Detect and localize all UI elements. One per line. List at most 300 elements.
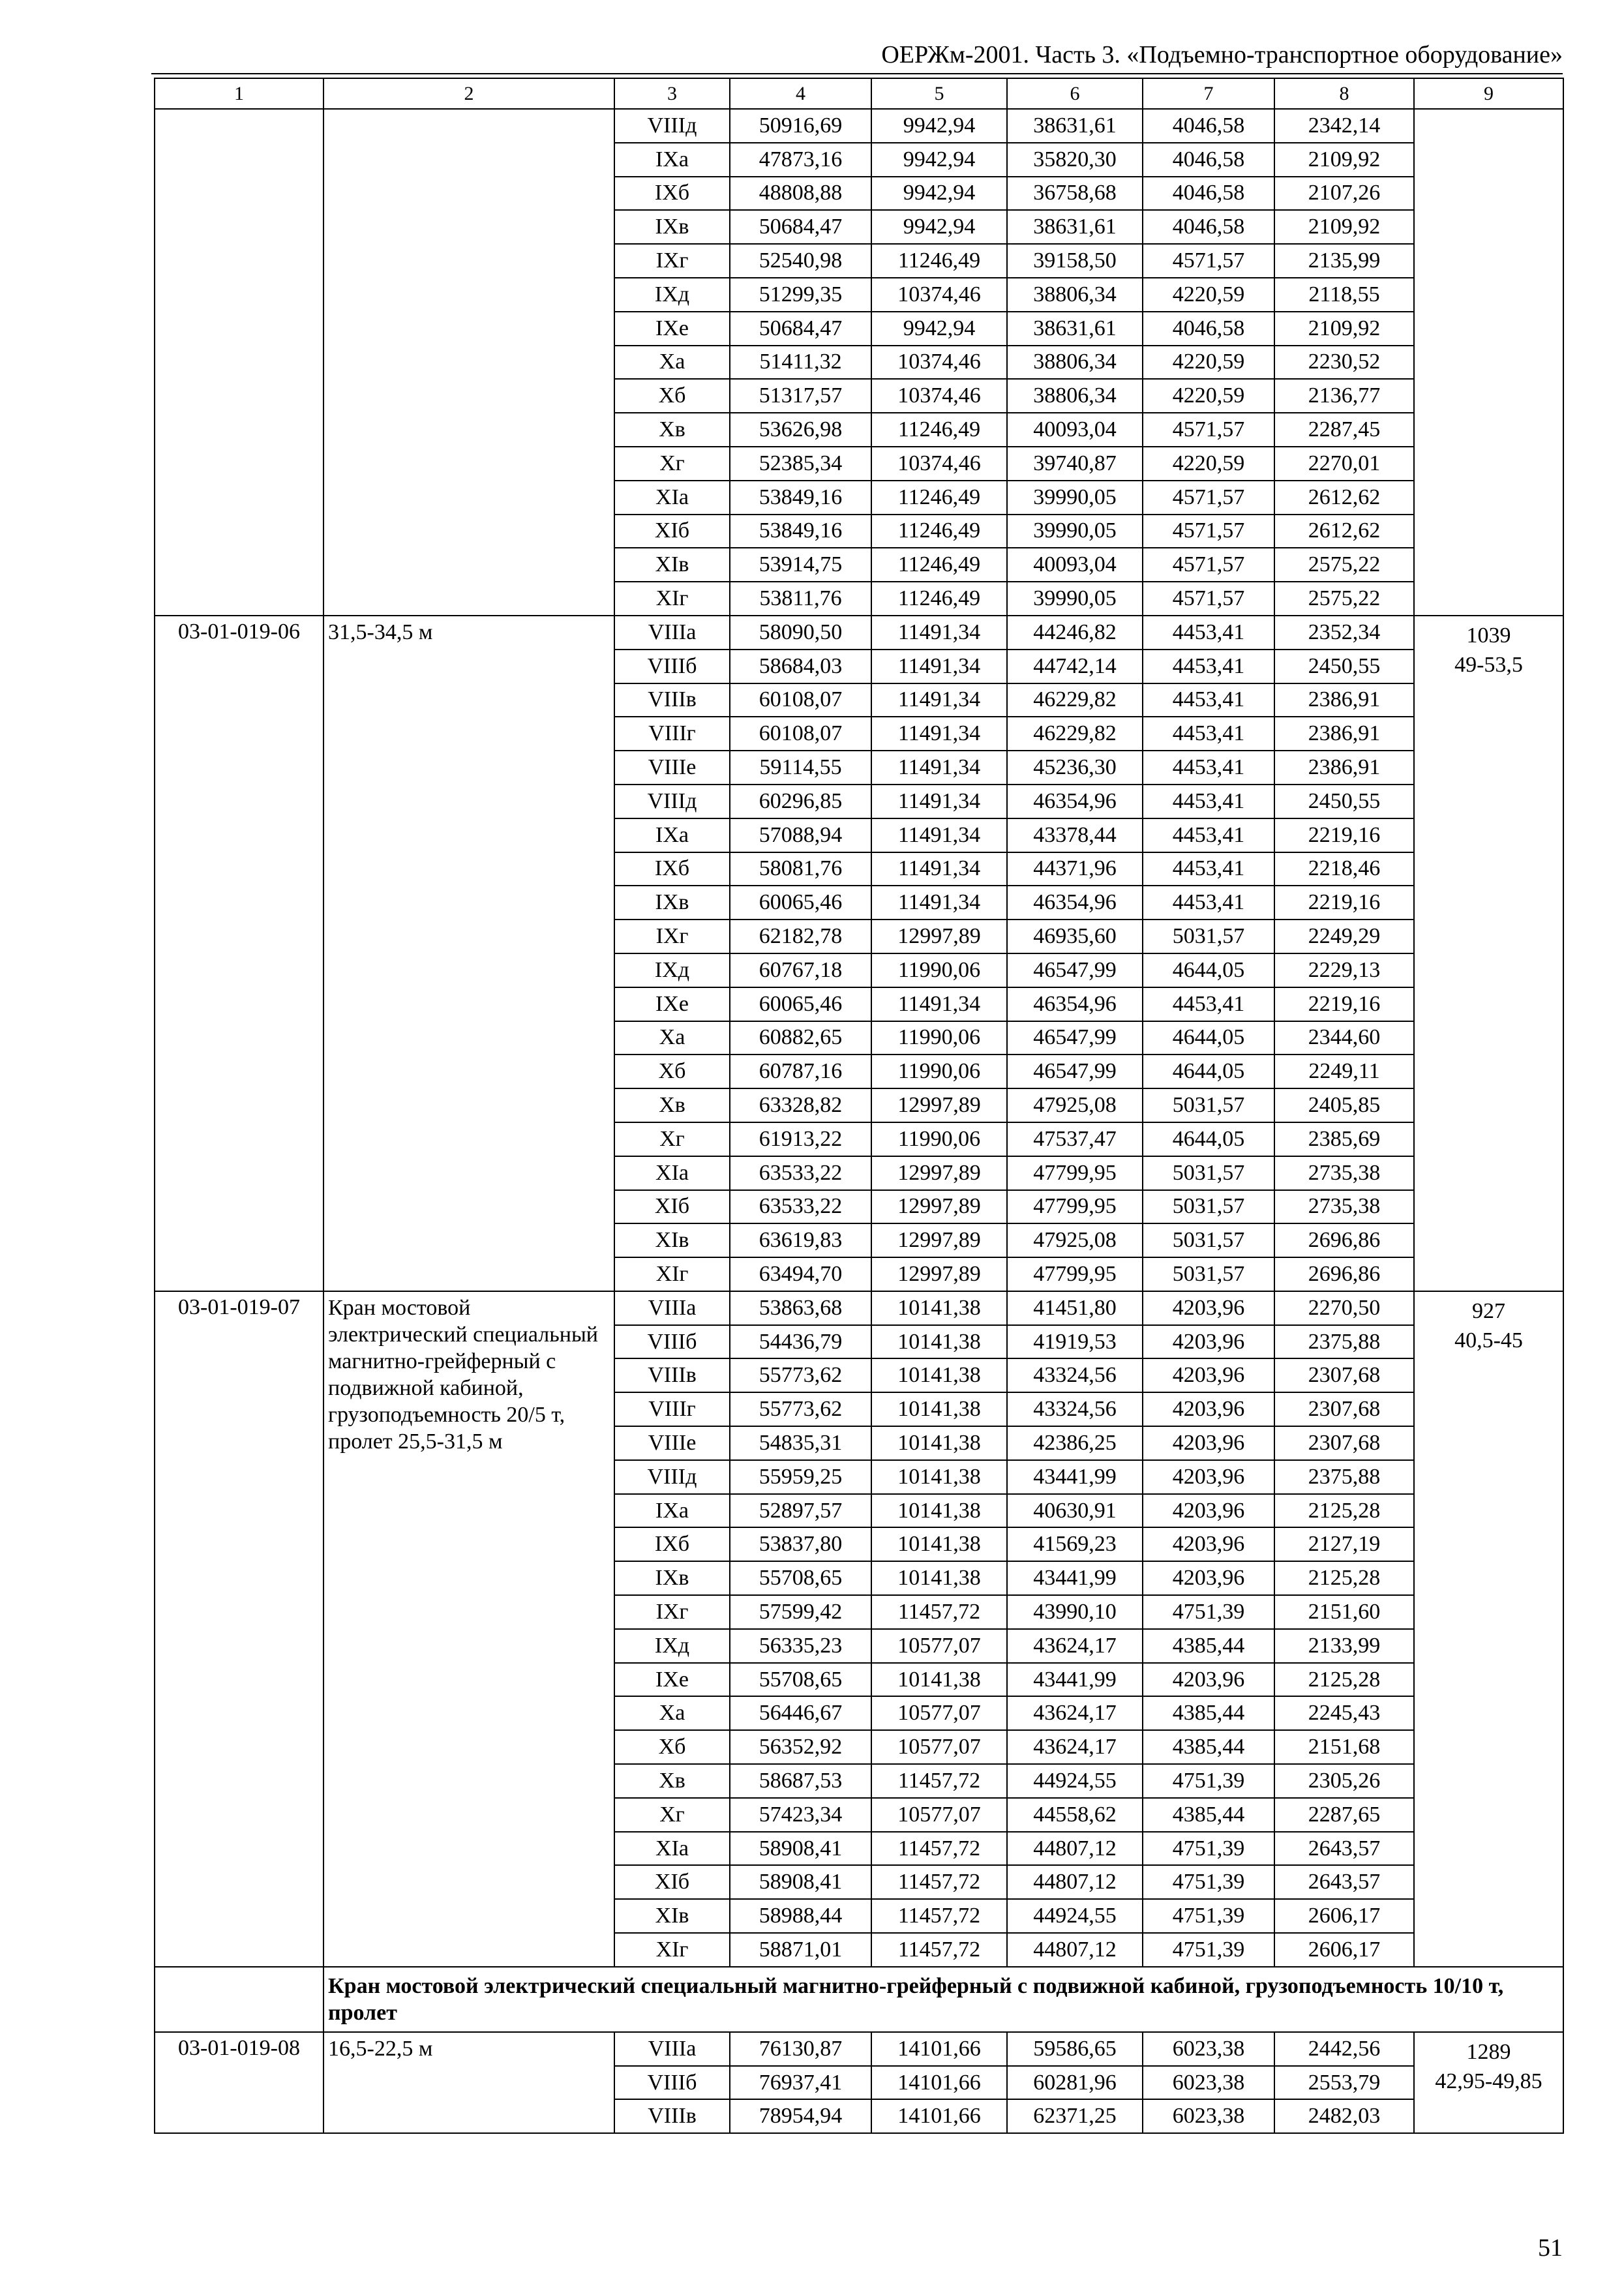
- value-cell: 11457,72: [871, 1764, 1007, 1798]
- value-cell: 44742,14: [1007, 650, 1143, 683]
- value-cell: 60296,85: [730, 785, 871, 818]
- value-cell: 2219,16: [1274, 818, 1414, 852]
- value-cell: 4571,57: [1143, 582, 1274, 616]
- value-cell: 2107,26: [1274, 177, 1414, 211]
- name-cell: [323, 109, 614, 616]
- value-cell: 60108,07: [730, 683, 871, 717]
- class-cell: VIIIе: [614, 751, 730, 785]
- value-cell: 60065,46: [730, 987, 871, 1021]
- class-cell: VIIIд: [614, 109, 730, 143]
- value-cell: 47799,95: [1007, 1257, 1143, 1291]
- class-cell: IXб: [614, 177, 730, 211]
- class-cell: VIIIд: [614, 1460, 730, 1494]
- value-cell: 47873,16: [730, 143, 871, 177]
- value-cell: 51411,32: [730, 346, 871, 380]
- value-cell: 51317,57: [730, 379, 871, 413]
- weight-cell: [1414, 1291, 1563, 1967]
- value-cell: 4571,57: [1143, 244, 1274, 278]
- value-cell: 11491,34: [871, 650, 1007, 683]
- column-numbers-row: [155, 78, 1563, 109]
- value-cell: 44558,62: [1007, 1798, 1143, 1832]
- empty-cell: [155, 1967, 323, 2032]
- value-cell: 12997,89: [871, 1257, 1007, 1291]
- value-cell: 2219,16: [1274, 987, 1414, 1021]
- value-cell: 35820,30: [1007, 143, 1143, 177]
- column-number: 7: [1143, 78, 1274, 109]
- value-cell: 60281,96: [1007, 2066, 1143, 2100]
- value-cell: 44807,12: [1007, 1832, 1143, 1866]
- value-cell: 2136,77: [1274, 379, 1414, 413]
- value-cell: 2344,60: [1274, 1021, 1414, 1055]
- value-cell: 46354,96: [1007, 886, 1143, 920]
- value-cell: 43990,10: [1007, 1595, 1143, 1629]
- table-row: [155, 109, 1563, 143]
- value-cell: 48808,88: [730, 177, 871, 211]
- value-cell: 4453,41: [1143, 751, 1274, 785]
- value-cell: 10141,38: [871, 1392, 1007, 1426]
- value-cell: 58684,03: [730, 650, 871, 683]
- value-cell: 4751,39: [1143, 1899, 1274, 1933]
- value-cell: 2386,91: [1274, 717, 1414, 751]
- class-cell: Xв: [614, 1764, 730, 1798]
- value-cell: 2109,92: [1274, 143, 1414, 177]
- value-cell: 11990,06: [871, 1122, 1007, 1156]
- value-cell: 60108,07: [730, 717, 871, 751]
- value-cell: 11990,06: [871, 1021, 1007, 1055]
- value-cell: 2735,38: [1274, 1156, 1414, 1190]
- rates-table: [154, 78, 1564, 2134]
- class-cell: XIг: [614, 582, 730, 616]
- value-cell: 58687,53: [730, 1764, 871, 1798]
- class-cell: Xб: [614, 1730, 730, 1764]
- value-cell: 4571,57: [1143, 515, 1274, 548]
- value-cell: 4046,58: [1143, 177, 1274, 211]
- class-cell: XIв: [614, 1223, 730, 1257]
- class-cell: IXе: [614, 312, 730, 346]
- code-cell: 03-01-019-08: [155, 2032, 323, 2133]
- class-cell: IXе: [614, 987, 730, 1021]
- value-cell: 62182,78: [730, 920, 871, 953]
- value-cell: 5031,57: [1143, 1088, 1274, 1122]
- value-cell: 2229,13: [1274, 953, 1414, 987]
- class-cell: IXв: [614, 1561, 730, 1595]
- value-cell: 60787,16: [730, 1055, 871, 1088]
- value-cell: 14101,66: [871, 2066, 1007, 2100]
- value-cell: 43324,56: [1007, 1392, 1143, 1426]
- value-cell: 6023,38: [1143, 2032, 1274, 2066]
- mass-value: 1039: [1466, 623, 1511, 648]
- class-cell: Xб: [614, 379, 730, 413]
- column-number: 5: [871, 78, 1007, 109]
- value-cell: 39990,05: [1007, 481, 1143, 515]
- table-row: [155, 616, 1563, 650]
- value-cell: 46229,82: [1007, 683, 1143, 717]
- value-cell: 4644,05: [1143, 953, 1274, 987]
- value-cell: 4751,39: [1143, 1764, 1274, 1798]
- class-cell: IXе: [614, 1663, 730, 1697]
- value-cell: 4220,59: [1143, 447, 1274, 481]
- value-cell: 2118,55: [1274, 278, 1414, 312]
- name-cell: 16,5-22,5 м: [323, 2032, 614, 2133]
- value-cell: 11246,49: [871, 481, 1007, 515]
- value-cell: 10374,46: [871, 447, 1007, 481]
- value-cell: 43441,99: [1007, 1460, 1143, 1494]
- value-cell: 63533,22: [730, 1190, 871, 1224]
- value-cell: 11457,72: [871, 1899, 1007, 1933]
- value-cell: 40093,04: [1007, 548, 1143, 582]
- value-cell: 4203,96: [1143, 1494, 1274, 1528]
- class-cell: Xа: [614, 1021, 730, 1055]
- value-cell: 43441,99: [1007, 1663, 1143, 1697]
- value-cell: 2612,62: [1274, 515, 1414, 548]
- value-cell: 55773,62: [730, 1392, 871, 1426]
- value-cell: 53849,16: [730, 515, 871, 548]
- value-cell: 9942,94: [871, 210, 1007, 244]
- value-cell: 62371,25: [1007, 2099, 1143, 2133]
- value-cell: 4453,41: [1143, 683, 1274, 717]
- value-cell: 2125,28: [1274, 1663, 1414, 1697]
- value-cell: 11491,34: [871, 987, 1007, 1021]
- value-cell: 11491,34: [871, 751, 1007, 785]
- value-cell: 2385,69: [1274, 1122, 1414, 1156]
- value-cell: 2287,45: [1274, 413, 1414, 447]
- value-cell: 45236,30: [1007, 751, 1143, 785]
- value-cell: 2109,92: [1274, 312, 1414, 346]
- value-cell: 2450,55: [1274, 650, 1414, 683]
- value-cell: 11491,34: [871, 818, 1007, 852]
- value-cell: 44924,55: [1007, 1899, 1143, 1933]
- value-cell: 10141,38: [871, 1561, 1007, 1595]
- value-cell: 4453,41: [1143, 717, 1274, 751]
- value-cell: 4571,57: [1143, 413, 1274, 447]
- value-cell: 12997,89: [871, 920, 1007, 953]
- value-cell: 11246,49: [871, 548, 1007, 582]
- value-cell: 57423,34: [730, 1798, 871, 1832]
- value-cell: 56335,23: [730, 1629, 871, 1663]
- value-cell: 63494,70: [730, 1257, 871, 1291]
- value-cell: 2643,57: [1274, 1832, 1414, 1866]
- value-cell: 10141,38: [871, 1358, 1007, 1392]
- class-cell: XIг: [614, 1933, 730, 1967]
- class-cell: VIIIа: [614, 616, 730, 650]
- class-cell: IXд: [614, 953, 730, 987]
- value-cell: 2270,50: [1274, 1291, 1414, 1325]
- value-cell: 58908,41: [730, 1832, 871, 1866]
- class-cell: IXа: [614, 1494, 730, 1528]
- value-cell: 4203,96: [1143, 1291, 1274, 1325]
- value-cell: 44246,82: [1007, 616, 1143, 650]
- value-cell: 11491,34: [871, 886, 1007, 920]
- value-cell: 2219,16: [1274, 886, 1414, 920]
- class-cell: XIб: [614, 1865, 730, 1899]
- value-cell: 4385,44: [1143, 1730, 1274, 1764]
- value-cell: 44371,96: [1007, 852, 1143, 886]
- value-cell: 12997,89: [871, 1088, 1007, 1122]
- value-cell: 58988,44: [730, 1899, 871, 1933]
- value-cell: 2249,29: [1274, 920, 1414, 953]
- value-cell: 11457,72: [871, 1933, 1007, 1967]
- class-cell: XIв: [614, 548, 730, 582]
- class-cell: XIв: [614, 1899, 730, 1933]
- class-cell: IXа: [614, 818, 730, 852]
- value-cell: 41919,53: [1007, 1325, 1143, 1359]
- value-cell: 5031,57: [1143, 1257, 1274, 1291]
- column-number: 2: [323, 78, 614, 109]
- value-cell: 10141,38: [871, 1460, 1007, 1494]
- value-cell: 2342,14: [1274, 109, 1414, 143]
- value-cell: 10141,38: [871, 1325, 1007, 1359]
- value-cell: 14101,66: [871, 2032, 1007, 2066]
- value-cell: 10374,46: [871, 346, 1007, 380]
- value-cell: 43324,56: [1007, 1358, 1143, 1392]
- value-cell: 2612,62: [1274, 481, 1414, 515]
- value-cell: 4046,58: [1143, 109, 1274, 143]
- value-cell: 4453,41: [1143, 886, 1274, 920]
- value-cell: 10141,38: [871, 1663, 1007, 1697]
- value-cell: 58081,76: [730, 852, 871, 886]
- value-cell: 4220,59: [1143, 278, 1274, 312]
- weight-cell: [1414, 109, 1563, 616]
- range-value: 42,95-49,85: [1435, 2069, 1542, 2093]
- value-cell: 47537,47: [1007, 1122, 1143, 1156]
- value-cell: 41569,23: [1007, 1527, 1143, 1561]
- class-cell: Xг: [614, 1122, 730, 1156]
- value-cell: 43378,44: [1007, 818, 1143, 852]
- value-cell: 63328,82: [730, 1088, 871, 1122]
- value-cell: 61913,22: [730, 1122, 871, 1156]
- value-cell: 4203,96: [1143, 1527, 1274, 1561]
- value-cell: 40630,91: [1007, 1494, 1143, 1528]
- value-cell: 57599,42: [730, 1595, 871, 1629]
- column-number: 9: [1414, 78, 1563, 109]
- value-cell: 56352,92: [730, 1730, 871, 1764]
- class-cell: Xа: [614, 346, 730, 380]
- value-cell: 2386,91: [1274, 751, 1414, 785]
- mass-value: 927: [1472, 1298, 1505, 1323]
- value-cell: 2125,28: [1274, 1494, 1414, 1528]
- column-number: 4: [730, 78, 871, 109]
- class-cell: IXа: [614, 143, 730, 177]
- value-cell: 5031,57: [1143, 1190, 1274, 1224]
- value-cell: 53914,75: [730, 548, 871, 582]
- page-number: 51: [1538, 2234, 1563, 2262]
- value-cell: 44924,55: [1007, 1764, 1143, 1798]
- value-cell: 55708,65: [730, 1663, 871, 1697]
- class-cell: VIIIе: [614, 1426, 730, 1460]
- value-cell: 39990,05: [1007, 582, 1143, 616]
- value-cell: 38631,61: [1007, 109, 1143, 143]
- class-cell: Xг: [614, 1798, 730, 1832]
- value-cell: 46935,60: [1007, 920, 1143, 953]
- value-cell: 10577,07: [871, 1730, 1007, 1764]
- value-cell: 11491,34: [871, 717, 1007, 751]
- class-cell: IXб: [614, 852, 730, 886]
- value-cell: 46547,99: [1007, 953, 1143, 987]
- mass-value: 1289: [1466, 2039, 1511, 2064]
- class-cell: VIIIг: [614, 1392, 730, 1426]
- value-cell: 38806,34: [1007, 346, 1143, 380]
- value-cell: 4046,58: [1143, 143, 1274, 177]
- value-cell: 2575,22: [1274, 582, 1414, 616]
- class-cell: XIа: [614, 481, 730, 515]
- value-cell: 4046,58: [1143, 312, 1274, 346]
- value-cell: 38631,61: [1007, 312, 1143, 346]
- value-cell: 11457,72: [871, 1595, 1007, 1629]
- class-cell: XIг: [614, 1257, 730, 1291]
- value-cell: 2307,68: [1274, 1426, 1414, 1460]
- value-cell: 2133,99: [1274, 1629, 1414, 1663]
- value-cell: 2553,79: [1274, 2066, 1414, 2100]
- value-cell: 11457,72: [871, 1832, 1007, 1866]
- value-cell: 11491,34: [871, 616, 1007, 650]
- class-cell: VIIIб: [614, 2066, 730, 2100]
- value-cell: 11990,06: [871, 953, 1007, 987]
- class-cell: IXд: [614, 1629, 730, 1663]
- code-cell: 03-01-019-06: [155, 616, 323, 1291]
- value-cell: 4203,96: [1143, 1392, 1274, 1426]
- value-cell: 43624,17: [1007, 1629, 1143, 1663]
- value-cell: 2230,52: [1274, 346, 1414, 380]
- value-cell: 2450,55: [1274, 785, 1414, 818]
- value-cell: 10577,07: [871, 1629, 1007, 1663]
- value-cell: 4385,44: [1143, 1798, 1274, 1832]
- class-cell: XIа: [614, 1832, 730, 1866]
- value-cell: 59586,65: [1007, 2032, 1143, 2066]
- class-cell: Xв: [614, 1088, 730, 1122]
- code-cell: [155, 109, 323, 616]
- value-cell: 63619,83: [730, 1223, 871, 1257]
- value-cell: 54436,79: [730, 1325, 871, 1359]
- class-cell: IXв: [614, 210, 730, 244]
- value-cell: 39158,50: [1007, 244, 1143, 278]
- value-cell: 43624,17: [1007, 1696, 1143, 1730]
- value-cell: 39740,87: [1007, 447, 1143, 481]
- value-cell: 11246,49: [871, 582, 1007, 616]
- value-cell: 4453,41: [1143, 987, 1274, 1021]
- class-cell: IXв: [614, 886, 730, 920]
- value-cell: 4046,58: [1143, 210, 1274, 244]
- value-cell: 43624,17: [1007, 1730, 1143, 1764]
- value-cell: 50684,47: [730, 312, 871, 346]
- value-cell: 2287,65: [1274, 1798, 1414, 1832]
- value-cell: 2735,38: [1274, 1190, 1414, 1224]
- value-cell: 78954,94: [730, 2099, 871, 2133]
- value-cell: 2245,43: [1274, 1696, 1414, 1730]
- value-cell: 43441,99: [1007, 1561, 1143, 1595]
- value-cell: 4751,39: [1143, 1933, 1274, 1967]
- value-cell: 4203,96: [1143, 1325, 1274, 1359]
- value-cell: 38806,34: [1007, 379, 1143, 413]
- value-cell: 56446,67: [730, 1696, 871, 1730]
- value-cell: 4571,57: [1143, 481, 1274, 515]
- value-cell: 50916,69: [730, 109, 871, 143]
- value-cell: 2375,88: [1274, 1460, 1414, 1494]
- value-cell: 2575,22: [1274, 548, 1414, 582]
- value-cell: 46354,96: [1007, 987, 1143, 1021]
- value-cell: 10141,38: [871, 1426, 1007, 1460]
- page-header: ОЕРЖм-2001. Часть 3. «Подъемно-транспортное оборудование»: [881, 41, 1563, 68]
- class-cell: VIIIб: [614, 650, 730, 683]
- value-cell: 11491,34: [871, 852, 1007, 886]
- value-cell: 10374,46: [871, 278, 1007, 312]
- value-cell: 52540,98: [730, 244, 871, 278]
- value-cell: 4453,41: [1143, 616, 1274, 650]
- value-cell: 2307,68: [1274, 1392, 1414, 1426]
- value-cell: 2218,46: [1274, 852, 1414, 886]
- value-cell: 2127,19: [1274, 1527, 1414, 1561]
- value-cell: 10141,38: [871, 1527, 1007, 1561]
- range-value: 40,5-45: [1454, 1328, 1523, 1353]
- value-cell: 47799,95: [1007, 1156, 1143, 1190]
- value-cell: 42386,25: [1007, 1426, 1143, 1460]
- value-cell: 44807,12: [1007, 1865, 1143, 1899]
- value-cell: 52897,57: [730, 1494, 871, 1528]
- value-cell: 11246,49: [871, 515, 1007, 548]
- class-cell: Xа: [614, 1696, 730, 1730]
- value-cell: 2442,56: [1274, 2032, 1414, 2066]
- value-cell: 55773,62: [730, 1358, 871, 1392]
- value-cell: 10577,07: [871, 1696, 1007, 1730]
- class-cell: VIIIа: [614, 2032, 730, 2066]
- value-cell: 11457,72: [871, 1865, 1007, 1899]
- range-value: 49-53,5: [1454, 652, 1523, 677]
- value-cell: 53626,98: [730, 413, 871, 447]
- value-cell: 60065,46: [730, 886, 871, 920]
- class-cell: IXг: [614, 920, 730, 953]
- class-cell: XIа: [614, 1156, 730, 1190]
- value-cell: 53863,68: [730, 1291, 871, 1325]
- value-cell: 2270,01: [1274, 447, 1414, 481]
- value-cell: 2305,26: [1274, 1764, 1414, 1798]
- value-cell: 46547,99: [1007, 1021, 1143, 1055]
- value-cell: 11246,49: [871, 413, 1007, 447]
- value-cell: 4644,05: [1143, 1122, 1274, 1156]
- class-cell: VIIIв: [614, 1358, 730, 1392]
- value-cell: 4203,96: [1143, 1358, 1274, 1392]
- value-cell: 4644,05: [1143, 1021, 1274, 1055]
- value-cell: 59114,55: [730, 751, 871, 785]
- value-cell: 2606,17: [1274, 1899, 1414, 1933]
- class-cell: VIIIг: [614, 717, 730, 751]
- value-cell: 39990,05: [1007, 515, 1143, 548]
- value-cell: 76130,87: [730, 2032, 871, 2066]
- name-cell: Кран мостовой электрический специальный магнитно-грейферный с подвижной кабиной, грузоподъемность 20/5 т, пролет 25,5-31,5 м: [323, 1291, 614, 1967]
- value-cell: 55708,65: [730, 1561, 871, 1595]
- table-row: [155, 1291, 1563, 1325]
- column-number: 3: [614, 78, 730, 109]
- class-cell: VIIIд: [614, 785, 730, 818]
- value-cell: 2125,28: [1274, 1561, 1414, 1595]
- value-cell: 46229,82: [1007, 717, 1143, 751]
- value-cell: 58871,01: [730, 1933, 871, 1967]
- value-cell: 52385,34: [730, 447, 871, 481]
- value-cell: 58908,41: [730, 1865, 871, 1899]
- value-cell: 6023,38: [1143, 2099, 1274, 2133]
- value-cell: 38806,34: [1007, 278, 1143, 312]
- value-cell: 38631,61: [1007, 210, 1143, 244]
- value-cell: 11246,49: [871, 244, 1007, 278]
- value-cell: 46547,99: [1007, 1055, 1143, 1088]
- value-cell: 9942,94: [871, 109, 1007, 143]
- value-cell: 5031,57: [1143, 920, 1274, 953]
- class-cell: XIб: [614, 1190, 730, 1224]
- value-cell: 4644,05: [1143, 1055, 1274, 1088]
- value-cell: 36758,68: [1007, 177, 1143, 211]
- code-cell: 03-01-019-07: [155, 1291, 323, 1967]
- value-cell: 2375,88: [1274, 1325, 1414, 1359]
- value-cell: 58090,50: [730, 616, 871, 650]
- value-cell: 47925,08: [1007, 1088, 1143, 1122]
